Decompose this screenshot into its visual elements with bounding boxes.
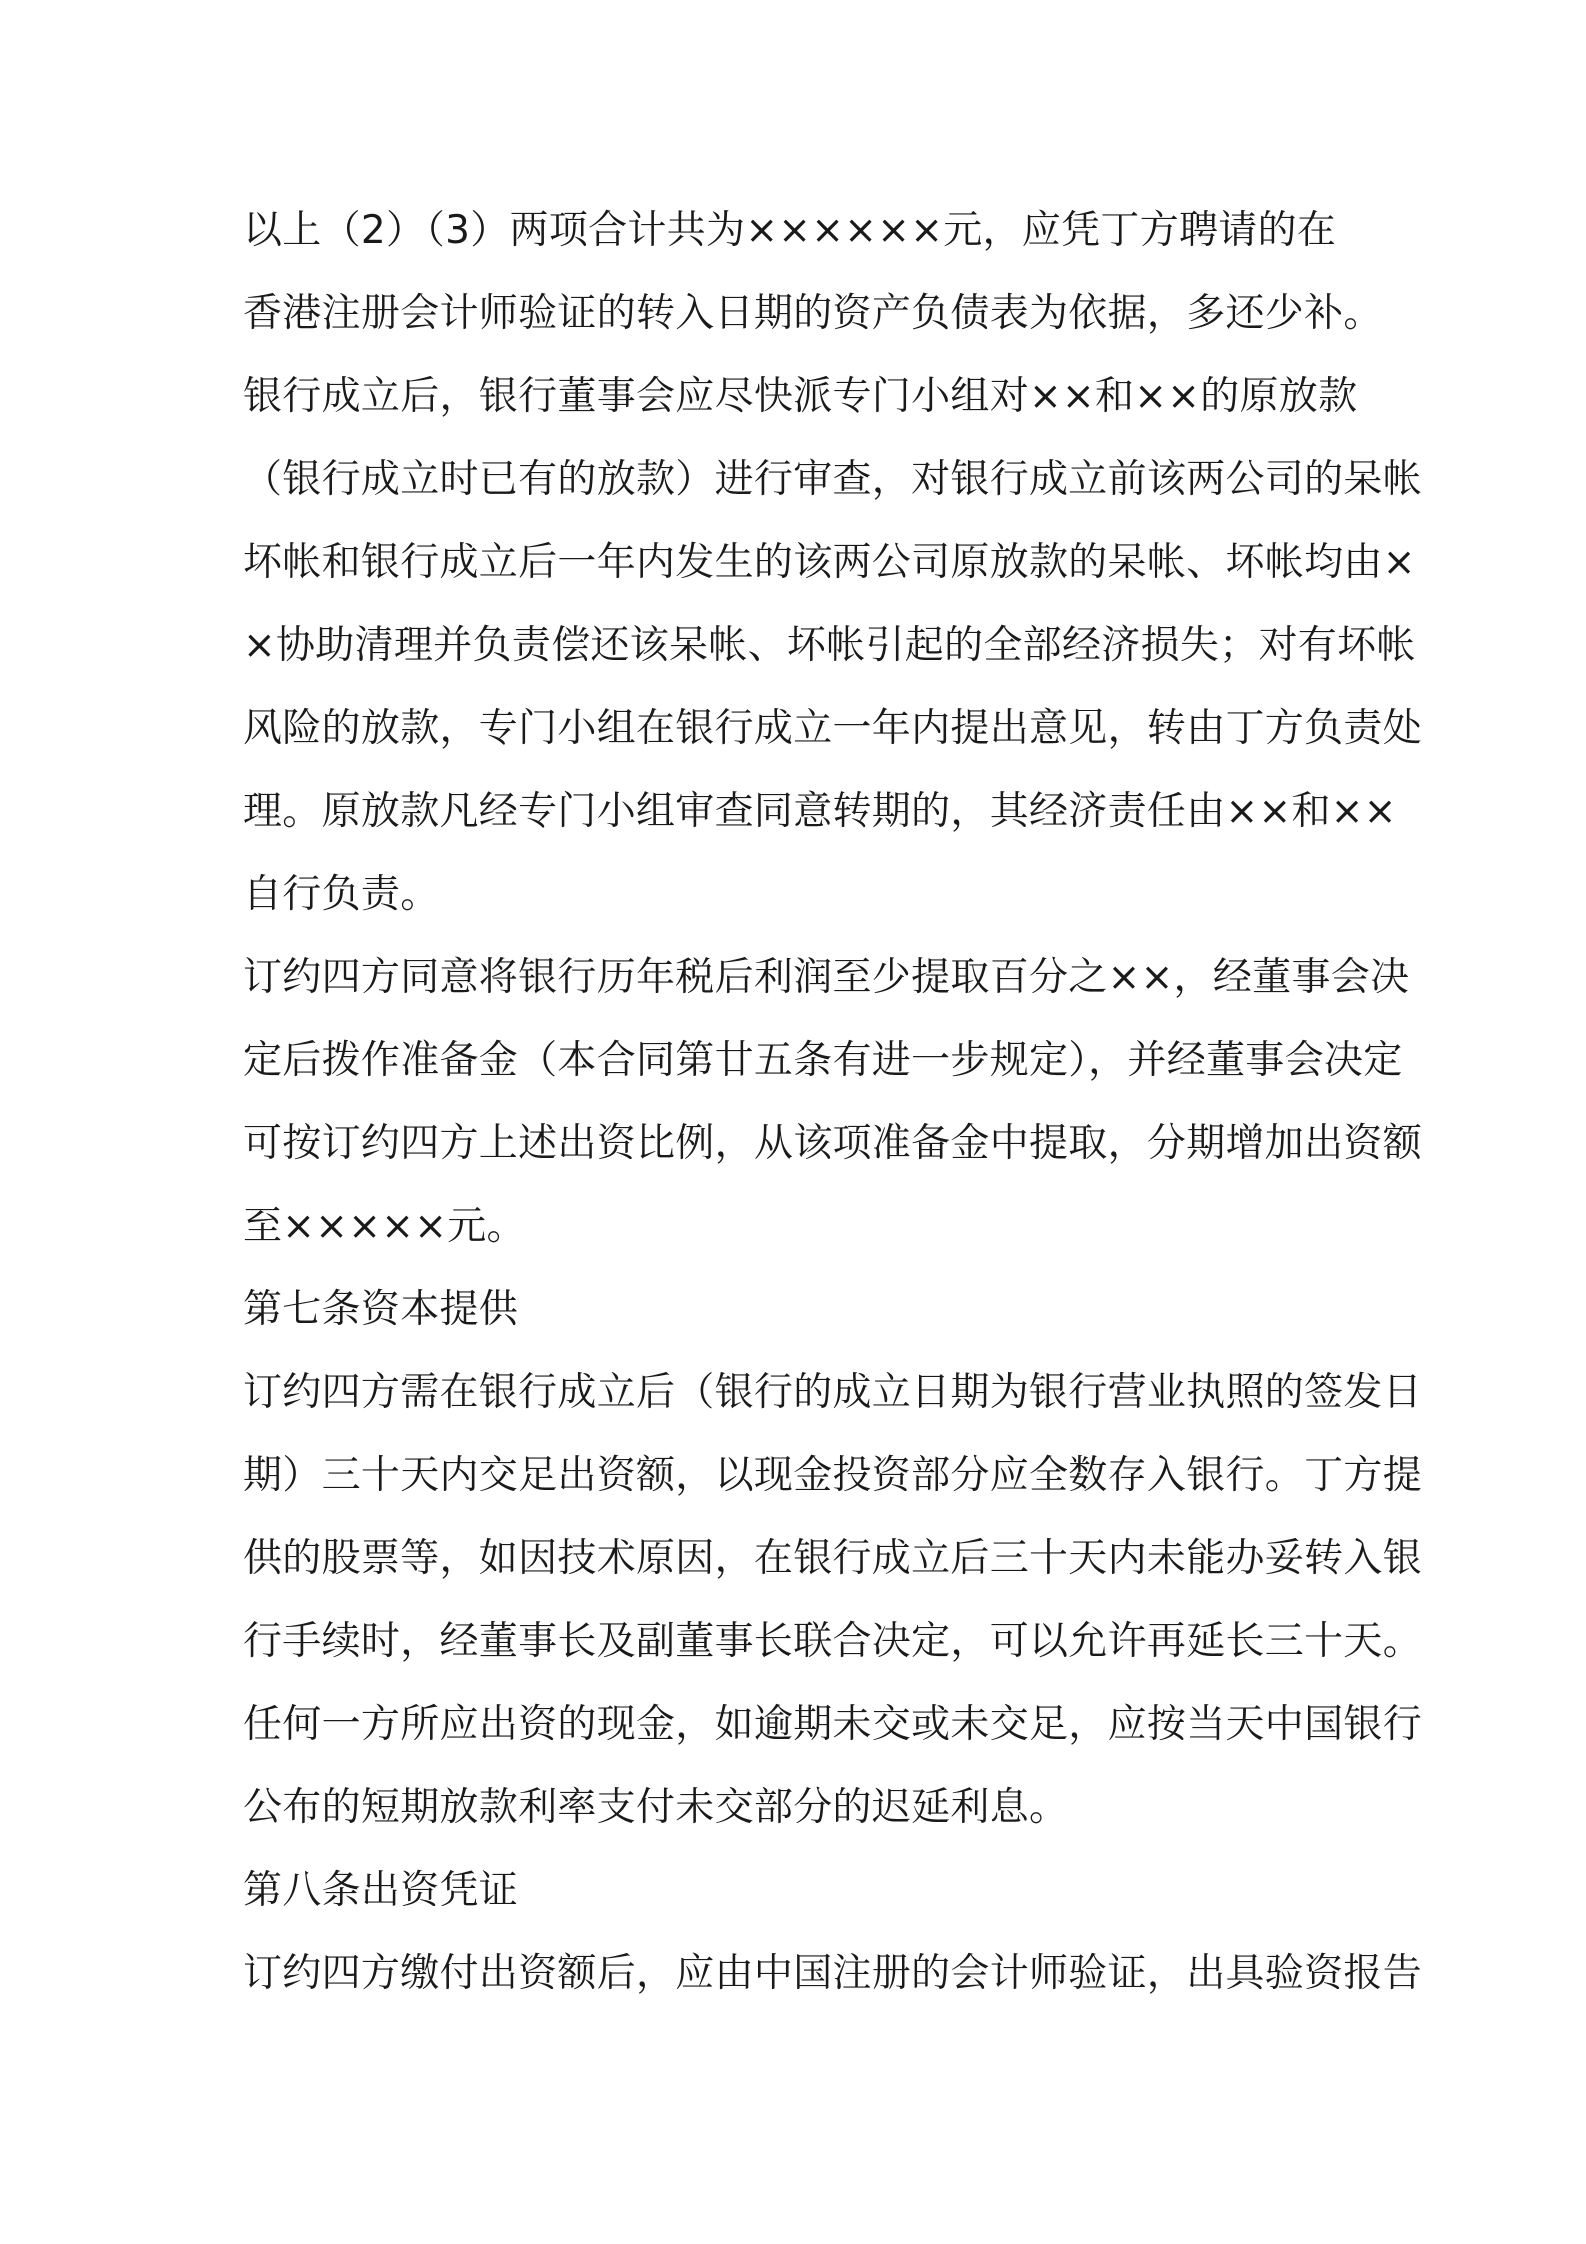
text-line: 订约四方需在银行成立后（银行的成立日期为银行营业执照的签发日 (243, 1370, 1423, 1415)
text-line: 至×××××元。 (243, 1204, 526, 1249)
text-line: 任何一方所应出资的现金，如逾期未交或未交足，应按当天中国银行 (243, 1702, 1423, 1747)
text-line: 银行成立后，银行董事会应尽快派专门小组对××和××的原放款 (243, 374, 1358, 419)
text-line: 行手续时，经董事长及副董事长联合决定，可以允许再延长三十天。 (243, 1619, 1423, 1664)
text-line: 香港注册会计师验证的转入日期的资产负债表为依据，多还少补。 (243, 291, 1383, 336)
text-line: （银行成立时已有的放款）进行审查，对银行成立前该两公司的呆帐 (243, 457, 1423, 502)
text-line: 订约四方同意将银行历年税后利润至少提取百分之××，经董事会决 (243, 955, 1410, 1000)
text-line: 公布的短期放款利率支付未交部分的迟延利息。 (243, 1785, 1069, 1830)
text-line: 可按订约四方上述出资比例，从该项准备金中提取，分期增加出资额 (243, 1121, 1423, 1166)
text-line: 以上（2）（3）两项合计共为××××××元，应凭丁方聘请的在 (243, 208, 1337, 253)
text-line: 自行负责。 (243, 872, 440, 917)
text-line: 供的股票等，如因技术原因，在银行成立后三十天内未能办妥转入银 (243, 1536, 1423, 1581)
section-heading: 第八条出资凭证 (243, 1868, 519, 1913)
text-line: 理。原放款凡经专门小组审查同意转期的，其经济责任由××和×× (243, 789, 1397, 834)
text-line: 定后拨作准备金（本合同第廿五条有进一步规定），并经董事会决定 (243, 1038, 1403, 1083)
text-line: 风险的放款，专门小组在银行成立一年内提出意见，转由丁方负责处 (243, 706, 1423, 751)
section-heading: 第七条资本提供 (243, 1287, 519, 1332)
text-line: 坏帐和银行成立后一年内发生的该两公司原放款的呆帐、坏帐均由× (243, 540, 1416, 585)
text-line: ×协助清理并负责偿还该呆帐、坏帐引起的全部经济损失；对有坏帐 (243, 623, 1416, 668)
text-line: 订约四方缴付出资额后，应由中国注册的会计师验证，出具验资报告 (243, 1951, 1423, 1996)
text-line: 期）三十天内交足出资额，以现金投资部分应全数存入银行。丁方提 (243, 1453, 1423, 1498)
